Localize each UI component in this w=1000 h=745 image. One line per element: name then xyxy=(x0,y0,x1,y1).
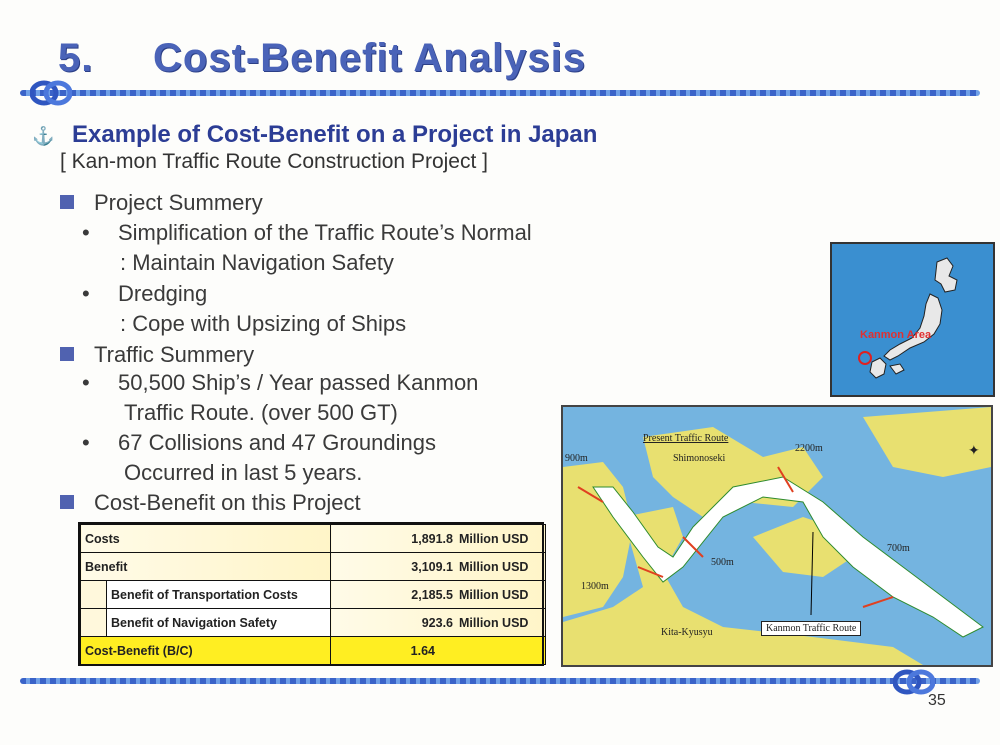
depth-2200-label: 2200m xyxy=(795,443,823,454)
table-row xyxy=(81,553,546,581)
depth-500-label: 500m xyxy=(711,557,734,568)
table-row xyxy=(81,525,546,553)
bullet-traffic-summary: Traffic Summery xyxy=(60,342,254,368)
row-unit: Million USD xyxy=(459,587,529,602)
square-bullet-icon xyxy=(60,495,74,509)
row-value: 923.6 xyxy=(421,615,453,630)
title-text: Cost-Benefit Analysis xyxy=(153,36,586,80)
japan-map xyxy=(830,242,995,397)
list-item-detail: : Cope with Upsizing of Ships xyxy=(120,311,407,336)
list-item: • Dredging xyxy=(82,281,208,306)
cost-benefit-table xyxy=(80,524,546,665)
slide-title xyxy=(58,36,586,81)
project-subheading: [ Kan-mon Traffic Route Construction Project ] xyxy=(60,150,488,173)
square-bullet-icon xyxy=(60,347,74,361)
rope-knot-icon xyxy=(30,78,72,108)
bullet-project-summary: Project Summery xyxy=(60,190,263,216)
rope-divider-bottom xyxy=(20,678,980,684)
row-unit: Million USD xyxy=(459,615,529,630)
row-label: Cost-Benefit (B/C) xyxy=(81,637,331,665)
list-item: • 67 Collisions and 47 Groundings xyxy=(82,430,436,455)
row-label: Benefit of Navigation Safety xyxy=(107,609,331,637)
row-value: 3,109.1 xyxy=(411,559,453,574)
present-route-label: Present Traffic Route xyxy=(643,433,729,444)
kanmon-route-label: Kanmon Traffic Route xyxy=(761,621,861,636)
north-arrow-icon: ✦ xyxy=(968,442,980,458)
kanmon-area-label: Kanmon Area xyxy=(860,329,932,341)
bullet-cost-benefit: Cost-Benefit on this Project xyxy=(60,490,361,516)
row-label: Costs xyxy=(81,525,331,553)
row-unit: Million USD xyxy=(459,531,529,546)
row-unit: Million USD xyxy=(459,559,529,574)
dot-bullet-icon: • xyxy=(82,430,90,455)
dot-bullet-icon: • xyxy=(82,370,90,395)
row-value: 2,185.5 xyxy=(411,587,453,602)
dot-bullet-icon: • xyxy=(82,281,90,306)
shimonoseki-label: Shimonoseki xyxy=(673,453,726,464)
japan-outline-icon xyxy=(832,244,993,395)
kita-kyusyu-label: Kita-Kyusyu xyxy=(661,627,713,638)
rope-divider-top xyxy=(20,90,980,96)
dot-bullet-icon: • xyxy=(82,220,90,245)
heading-text: Example of Cost-Benefit on a Project in Japan xyxy=(72,121,598,148)
anchor-icon: ⚓ xyxy=(32,126,55,146)
list-item: • Simplification of the Traffic Route’s Normal xyxy=(82,220,532,245)
list-item-detail: : Maintain Navigation Safety xyxy=(120,250,394,275)
table-row xyxy=(81,609,546,637)
row-label: Benefit xyxy=(81,553,331,581)
kanmon-route-map xyxy=(561,405,993,667)
depth-900-label: 900m xyxy=(565,453,588,464)
page-number: 35 xyxy=(928,692,946,709)
list-item-detail: Occurred in last 5 years. xyxy=(124,460,363,485)
section-heading xyxy=(32,121,597,149)
depth-1300-label: 1300m xyxy=(581,581,609,592)
list-item: • 50,500 Ship’s / Year passed Kanmon xyxy=(82,370,479,395)
table-row-bc xyxy=(81,637,546,665)
square-bullet-icon xyxy=(60,195,74,209)
row-label: Benefit of Transportation Costs xyxy=(107,581,331,609)
row-value: 1,891.8 xyxy=(411,531,453,546)
depth-700-label: 700m xyxy=(887,543,910,554)
table-row xyxy=(81,581,546,609)
section-number: 5. xyxy=(58,36,94,80)
row-value: 1.64 xyxy=(410,643,435,658)
list-item-detail: Traffic Route. (over 500 GT) xyxy=(124,400,398,425)
